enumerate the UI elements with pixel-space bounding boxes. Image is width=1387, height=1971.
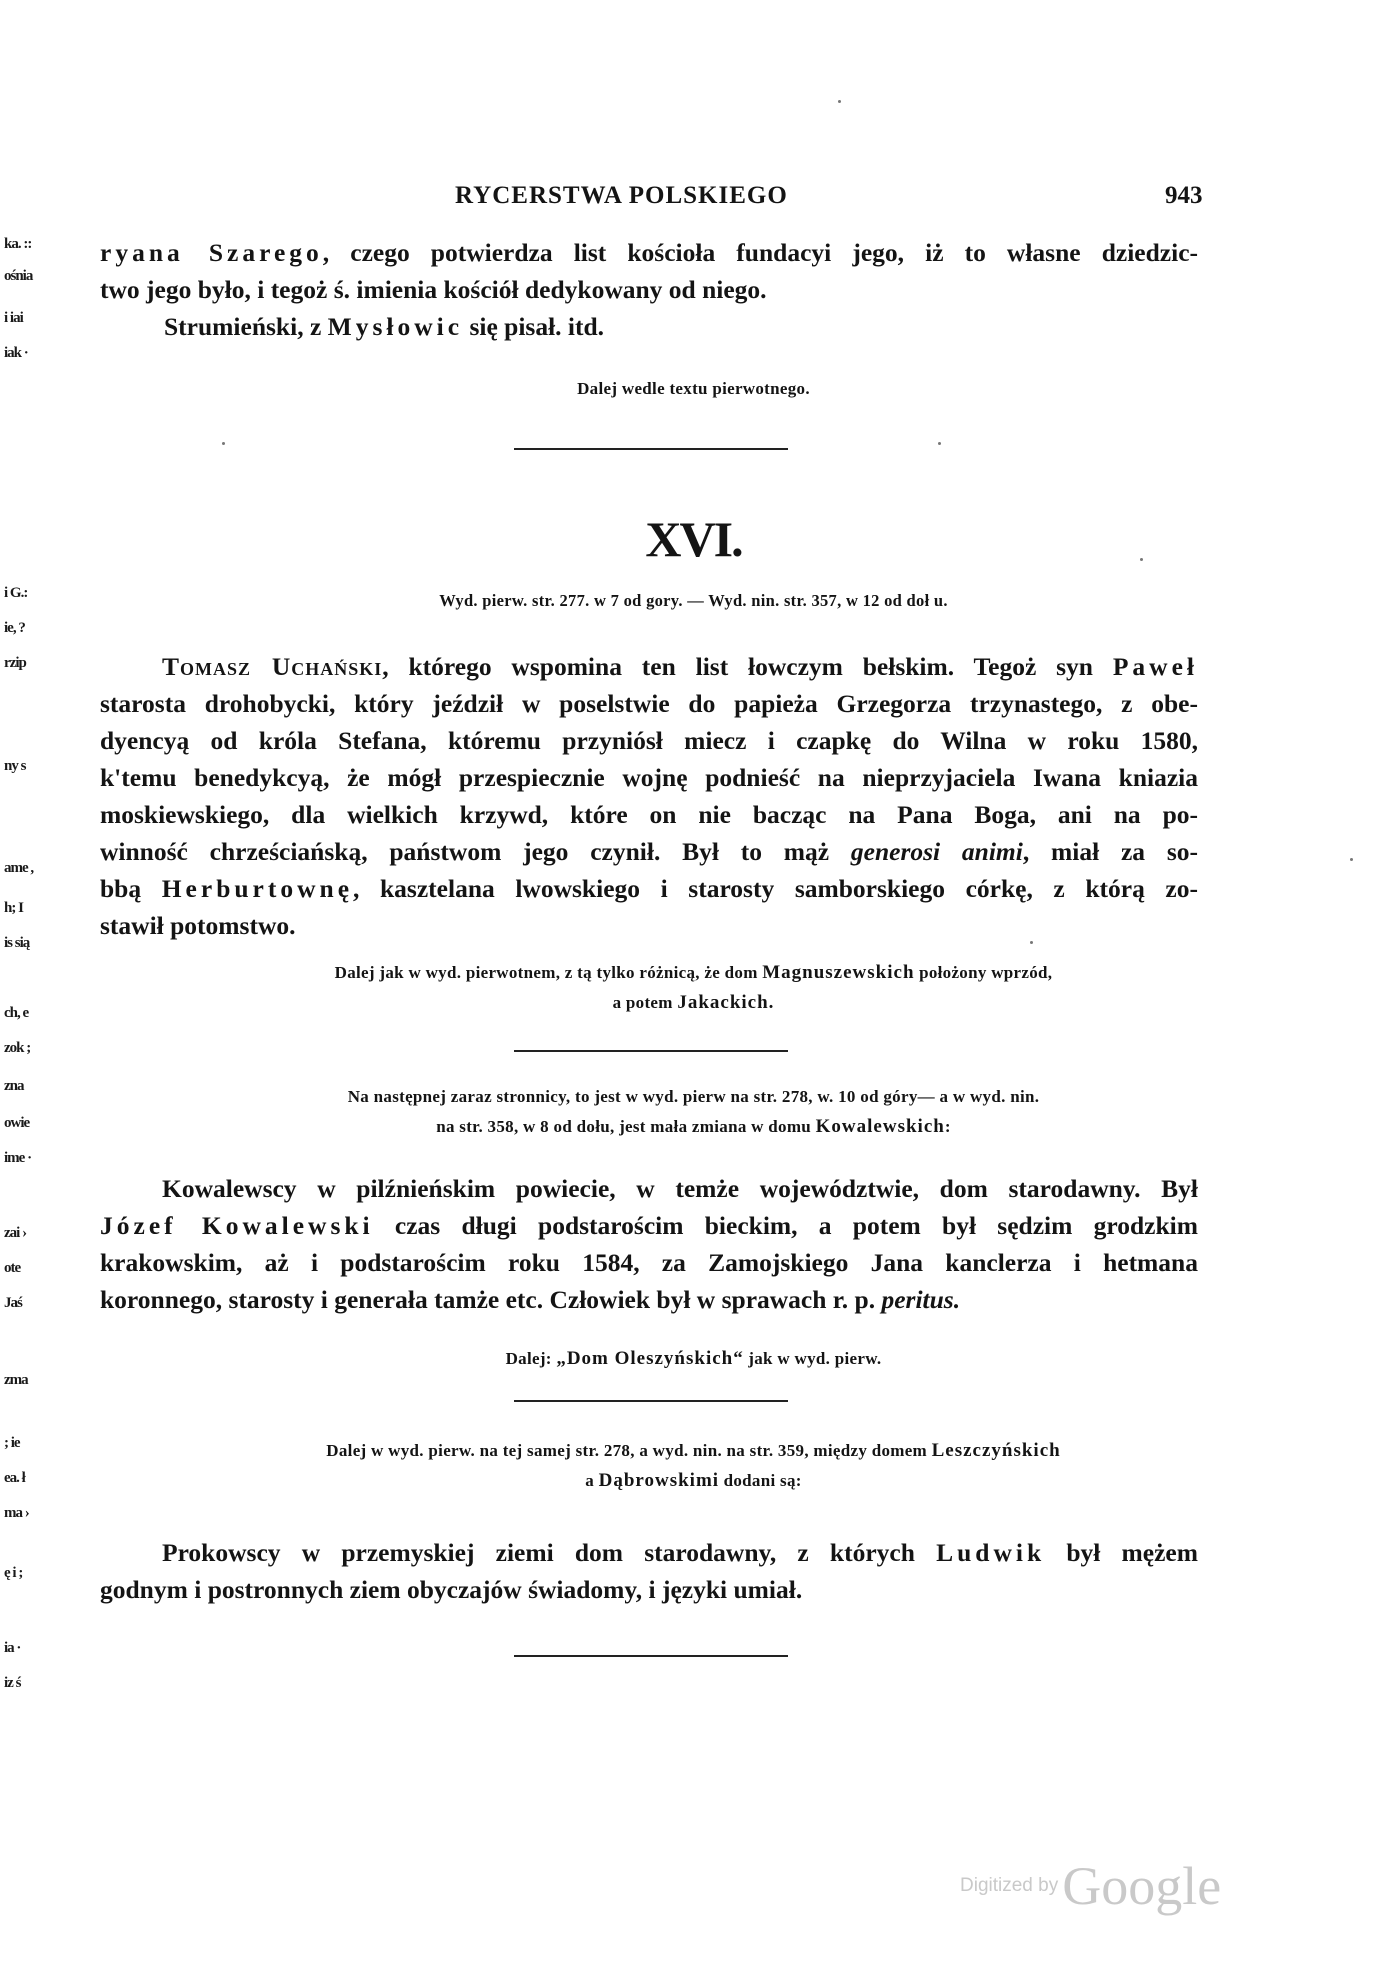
- editorial-note: [0, 1436, 1387, 1496]
- running-header: [0, 182, 1387, 222]
- note-text: a potem: [612, 993, 673, 1012]
- margin-fragment: ; ie: [4, 1435, 20, 1451]
- scan-speck: [1030, 941, 1033, 944]
- text-line: two jego było, i tegoż ś. imienia kościół dedykowany od niego.: [100, 275, 767, 304]
- name-magnuszewski: Magnuszewskich: [762, 962, 915, 983]
- margin-fragment: ka. ::: [4, 236, 32, 252]
- scan-speck: [838, 100, 841, 103]
- note-text: Na następnej zaraz stronnicy, to jest w wyd. pierw na str. 278, w. 10 od góry— a w wyd. nin.: [347, 1087, 1040, 1106]
- latin-phrase: generosi animi: [850, 837, 1023, 866]
- note-text: Wyd. pierw. str. 277. w 7 od gory. — Wyd. nin. str. 357, w 12 od doł u.: [439, 591, 948, 610]
- margin-fragment: i G.:: [4, 585, 28, 601]
- margin-fragment: iak ·: [4, 345, 28, 361]
- text-run: , czego potwierdza list kościoła fundacyi jego, iż to własne dziedzic-: [322, 238, 1198, 267]
- name-prokowscy: Prokowscy: [162, 1538, 281, 1567]
- text-line: dyencyą od króla Stefana, któremu przyniósł miecz i czapkę do Wilna w roku 1580,: [100, 726, 1198, 755]
- text-run: koronnego, starosty i generała tamże etc. Człowiek był w sprawach r. p.: [100, 1285, 876, 1314]
- name-jozef-kowalewski: Józef Kowalewski: [100, 1211, 374, 1240]
- note-text: na str. 358, w 8 od dołu, jest mała zmiana w domu: [436, 1117, 812, 1136]
- place-myslowice: Mysłowic: [327, 312, 464, 341]
- google-logo: Google: [1062, 1856, 1222, 1916]
- google-watermark: [960, 1855, 1221, 1925]
- text-line: starosta drohobycki, który jeździł w poselstwie do papieża Grzegorza trzynastego, z obe-: [100, 689, 1198, 718]
- name-herburtowna: Herburtownę: [161, 874, 354, 903]
- name-pawel: Paweł: [1112, 652, 1198, 681]
- note-text: Dalej wedle textu pierwotnego.: [577, 379, 810, 398]
- name-tomasz-uchanski: Tomasz Uchański: [162, 652, 383, 681]
- margin-fragment: ie, ?: [4, 620, 25, 636]
- page-number: 943: [1165, 182, 1203, 209]
- name-leszczynski: Leszczyńskich: [931, 1440, 1061, 1461]
- text-run: winność chrześciańską, państwom jego czynił. Był to mąż: [100, 837, 830, 866]
- margin-fragment: iz ś: [4, 1675, 21, 1691]
- margin-fragment: ame ,: [4, 860, 34, 876]
- scan-speck: [1140, 558, 1143, 561]
- text-line: krakowskim, aż i podstarościm roku 1584, za Zamojskiego Jana kanclerza i hetmana: [100, 1248, 1198, 1277]
- margin-fragment: ma ›: [4, 1505, 29, 1521]
- scan-speck: [222, 442, 225, 445]
- editorial-note: [0, 1344, 1387, 1374]
- margin-fragment: ch, e: [4, 1005, 29, 1021]
- note-text: jak w wyd. pierw.: [743, 1349, 882, 1368]
- text-run: , którego wspomina ten list łowczym bełskim. Tegoż syn: [382, 652, 1093, 681]
- name-strumienski: Strumieński: [164, 312, 298, 341]
- name-kowalewscy: Kowalewscy: [162, 1174, 297, 1203]
- text-run: był mężem: [1045, 1538, 1198, 1567]
- text-line: godnym i postronnych ziem obyczajów świadomy, i języki umiał.: [100, 1575, 803, 1604]
- margin-fragment: owie: [4, 1115, 30, 1131]
- margin-fragment: is sią: [4, 935, 30, 951]
- latin-word: peritus.: [881, 1285, 961, 1314]
- name-ludwik: Ludwik: [936, 1538, 1046, 1567]
- margin-fragment: ote: [4, 1260, 21, 1276]
- text-run: , kasztelana lwowskiego i starosty samborskiego córkę, z którą zo-: [353, 874, 1198, 903]
- margin-fragment: ę i ;: [4, 1565, 23, 1581]
- margin-fragment: ime ·: [4, 1150, 32, 1166]
- divider: [514, 1655, 788, 1657]
- margin-fragment: Jaś: [4, 1295, 22, 1311]
- editorial-note: [0, 374, 1387, 404]
- name-dabrowski: Dąbrowskimi: [598, 1470, 720, 1491]
- prokowscy-paragraph: [100, 1534, 1198, 1608]
- text-run: się pisał. itd.: [463, 312, 605, 341]
- text-run: czas długi podstarościm bieckim, a potem był sędzim grodzkim: [373, 1211, 1198, 1240]
- editorial-note: [0, 1082, 1387, 1142]
- text-run: bbą: [100, 874, 142, 903]
- text-line: moskiewskiego, dla wielkich krzywd, które on nie bacząc na Pana Boga, ani na po-: [100, 800, 1198, 829]
- scan-speck: [1350, 858, 1353, 861]
- margin-fragment: zma: [4, 1372, 28, 1388]
- chapter-numeral: XVI.: [645, 511, 742, 567]
- text-run: , z: [297, 312, 328, 341]
- margin-fragment: ny s: [4, 758, 26, 774]
- text-run: w pilźnieńskim powiecie, w temże województwie, dom starodawny. Był: [296, 1174, 1198, 1203]
- uchanski-paragraph: [100, 648, 1198, 944]
- note-text: Dalej jak w wyd. pierwotnem, z tą tylko różnicą, że dom: [334, 963, 758, 982]
- scan-speck: [938, 442, 941, 445]
- margin-fragment: zna: [4, 1078, 24, 1094]
- note-text: :: [944, 1117, 951, 1136]
- note-text: Dalej:: [505, 1349, 557, 1368]
- watermark-caption: Digitized by: [960, 1875, 1059, 1896]
- text-line: k'temu benedykcyą, że mógł przespiecznie wojnę podnieść na nieprzyjaciela Iwana kniazia: [100, 763, 1198, 792]
- text-line: stawił potomstwo.: [100, 911, 296, 940]
- continuation-paragraph: [100, 234, 1198, 345]
- editorial-note: [0, 958, 1387, 1018]
- margin-fragment: ea. ł: [4, 1470, 25, 1486]
- margin-fragment: h; I: [4, 900, 23, 916]
- margin-fragment: ośnia: [4, 268, 33, 284]
- name-oleszynski: „Dom Oleszyńskich“: [556, 1348, 744, 1369]
- margin-fragment: i iai: [4, 310, 23, 326]
- note-text: a: [585, 1471, 599, 1490]
- note-text: dodani są:: [719, 1471, 802, 1490]
- name-szary: ryana Szarego: [100, 238, 323, 267]
- edition-reference: [0, 586, 1387, 616]
- divider: [514, 448, 788, 450]
- margin-fragment: zai ›: [4, 1225, 27, 1241]
- name-kowalewski: Kowalewskich: [815, 1116, 945, 1137]
- divider: [514, 1400, 788, 1402]
- kowalewscy-paragraph: [100, 1170, 1198, 1318]
- running-title: RYCERSTWA POLSKIEGO: [455, 182, 788, 209]
- note-text: Dalej w wyd. pierw. na tej samej str. 278, a wyd. nin. na str. 359, między domem: [326, 1441, 928, 1460]
- margin-fragment: zok ;: [4, 1040, 31, 1056]
- margin-fragment: ia ·: [4, 1640, 21, 1656]
- text-run: w przemyskiej ziemi dom starodawny, z których: [280, 1538, 937, 1567]
- name-jakacki: Jakackich.: [677, 992, 775, 1013]
- note-text: położony wprzód,: [919, 963, 1053, 982]
- text-run: , miał za so-: [1022, 837, 1198, 866]
- divider: [514, 1050, 788, 1052]
- margin-fragment: rzip: [4, 655, 26, 671]
